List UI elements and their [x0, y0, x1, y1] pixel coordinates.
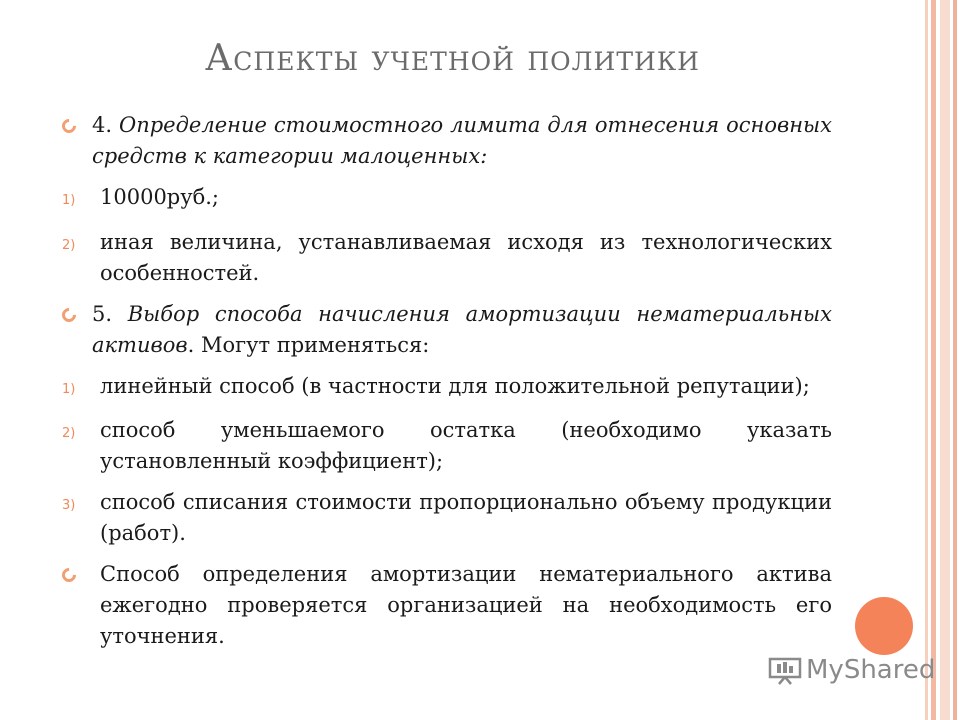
- slide-title: Аспекты учетной политики: [205, 38, 700, 79]
- item-5-rest: . Могут применяться:: [187, 333, 430, 357]
- list-item-5: [62, 299, 832, 361]
- sub-item: [62, 227, 832, 289]
- sub-item-marker: 1): [62, 193, 76, 208]
- watermark-logo: [768, 655, 935, 685]
- sub-item-text: линейный способ (в частности для положительной репутации);: [100, 374, 810, 398]
- sub-item-text: иная величина, устанавливаемая исходя из технологических особенностей.: [100, 230, 832, 285]
- item-number: 5.: [92, 302, 128, 326]
- stripe: [925, 0, 928, 720]
- stripe: [931, 0, 936, 720]
- stripe: [953, 0, 957, 720]
- item-4-italic: Определение стоимостного лимита для отнесения основных средств к категории малоценных:: [92, 113, 832, 168]
- bullet-icon: [59, 565, 79, 585]
- item-4-text: [92, 110, 832, 172]
- decorative-stripes: [920, 0, 960, 720]
- decorative-circle: [855, 597, 913, 655]
- final-text: Способ определения амортизации нематериального актива ежегодно проверяется организацией на необходимость его уточнения.: [100, 562, 832, 648]
- item-number: 4.: [92, 113, 119, 137]
- item-5-text: [92, 299, 832, 361]
- sub-item: [62, 487, 832, 549]
- sub-item-text: способ списания стоимости пропорционально объему продукции (работ).: [100, 490, 832, 545]
- slide-content: [62, 110, 832, 662]
- sub-item-marker: 2): [62, 238, 76, 253]
- sub-item-marker: 3): [62, 498, 76, 513]
- list-item-4: [62, 110, 832, 172]
- sub-item-text: способ уменьшаемого остатка (необходимо указать установленный коэффициент);: [100, 418, 832, 473]
- sub-item: [62, 371, 832, 405]
- list-item-final: [62, 559, 832, 652]
- sub-item-text: 10000руб.;: [100, 185, 219, 209]
- watermark-text: MyShared: [806, 655, 936, 685]
- sub-item-marker: 1): [62, 382, 76, 397]
- sub-item: [62, 182, 832, 216]
- stripe: [940, 0, 950, 720]
- bullet-icon: [59, 116, 79, 136]
- sub-item-marker: 2): [62, 426, 76, 441]
- presentation-icon: [768, 655, 802, 685]
- bullet-icon: [59, 305, 79, 325]
- sub-item: [62, 415, 832, 477]
- item-5-italic: Выбор способа начисления амортизации нематериальных активов: [92, 302, 833, 357]
